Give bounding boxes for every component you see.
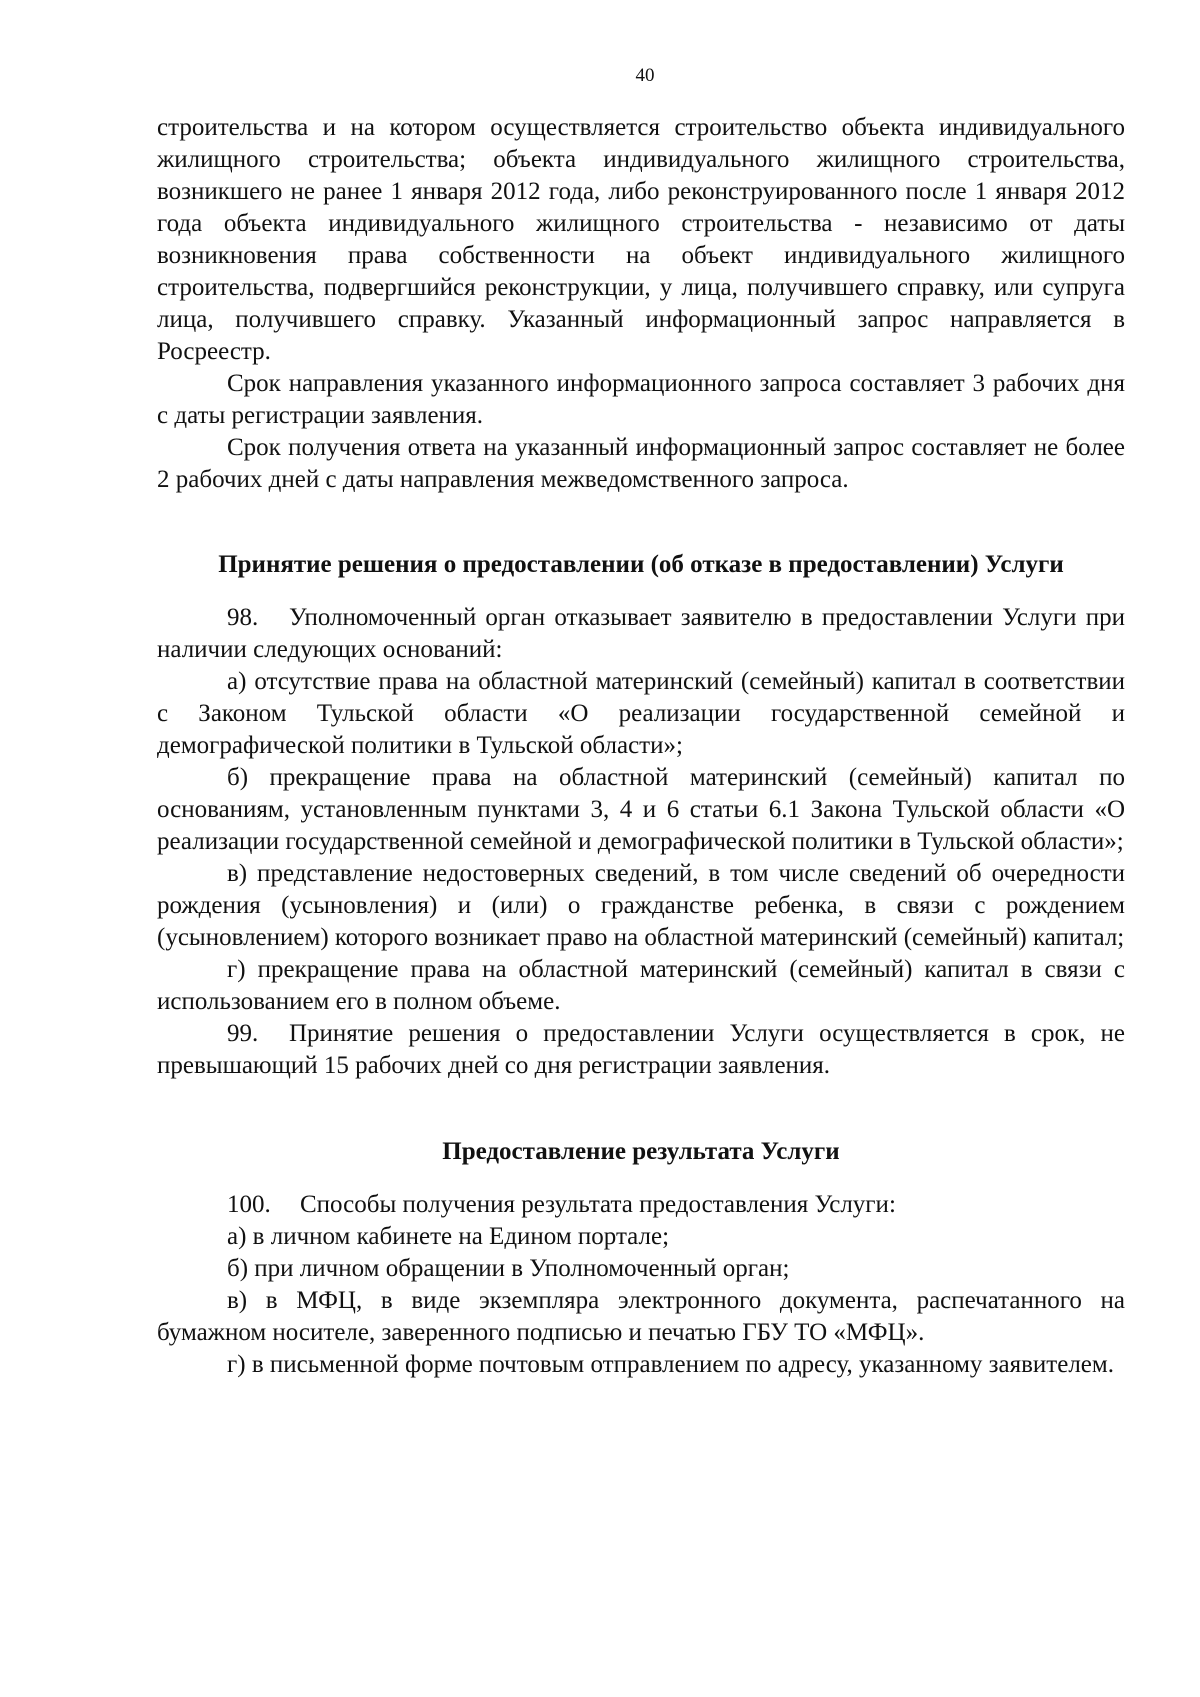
paragraph-response-term: Срок получения ответа на указанный информационный запрос составляет не более 2 рабочих дней с даты направления межведомственного запроса. (157, 434, 1125, 493)
list-item-result-a: а) в личном кабинете на Едином портале; (227, 1223, 670, 1250)
paragraph-request-term: Срок направления указанного информационного запроса составляет 3 рабочих дня с даты регистрации заявления. (157, 370, 1125, 429)
paragraph-number-98: 98. (227, 604, 259, 631)
paragraph-100-text: Способы получения результата предоставления Услуги: (300, 1191, 896, 1218)
paragraph-number-99: 99. (227, 1020, 259, 1047)
list-item-refusal-a: а) отсутствие права на областной материнский (семейный) капитал в соответствии с Законом Тульской области «О реализации государственной семейной и демографической политики в Тульской области»; (157, 668, 1125, 759)
list-item-refusal-d: г) прекращение права на областной материнский (семейный) капитал в связи с использованием его в полном объеме. (157, 956, 1125, 1015)
paragraph-99-text: Принятие решения о предоставлении Услуги осуществляется в срок, не превышающий 15 рабочих дней со дня регистрации заявления. (157, 1020, 1125, 1079)
paragraph-98-text: Уполномоченный орган отказывает заявителю в предоставлении Услуги при наличии следующих оснований: (157, 604, 1125, 663)
paragraph-99 (157, 1018, 1125, 1082)
paragraph-number-100: 100. (227, 1191, 271, 1218)
list-item-refusal-c: в) представление недостоверных сведений, в том числе сведений об очередности рождения (усыновления) и (или) о гражданстве ребенка, в связи с рождением (усыновлением) которого возникает право на областной материнский (семейный) капитал; (157, 860, 1125, 951)
list-item-result-c: в) в МФЦ, в виде экземпляра электронного документа, распечатанного на бумажном носителе, заверенного подписью и печатью ГБУ ТО «МФЦ». (157, 1287, 1125, 1346)
list-item-result-b: б) при личном обращении в Уполномоченный орган; (227, 1255, 790, 1282)
page-number: 40 (635, 65, 655, 86)
list-item-refusal-b: б) прекращение права на областной материнский (семейный) капитал по основаниям, установленным пунктами 3, 4 и 6 статьи 6.1 Закона Тульской области «О реализации государственной семейной и демографической политики в Тульской области»; (157, 764, 1125, 855)
paragraph-100 (157, 1189, 1125, 1221)
section-heading-decision: Принятие решения о предоставлении (об отказе в предоставлении) Услуги (218, 551, 1064, 578)
paragraph-continuation: строительства и на котором осуществляется строительство объекта индивидуального жилищного строительства; объекта индивидуального жилищного строительства, возникшего не ранее 1 января 2012 года, либо реконструированного после 1 января 2012 года объекта индивидуального жилищного строительства - независимо от даты возникновения права собственности на объект индивидуального жилищного строительства, подвергшийся реконструкции, у лица, получившего справку, или супруга лица, получившего справку. Указанный информационный запрос направляется в Росреестр. (157, 114, 1125, 365)
list-item-result-d: г) в письменной форме почтовым отправлением по адресу, указанному заявителем. (227, 1351, 1114, 1378)
document-body (157, 112, 1125, 1381)
section-heading-result: Предоставление результата Услуги (442, 1138, 840, 1165)
paragraph-98 (157, 602, 1125, 666)
